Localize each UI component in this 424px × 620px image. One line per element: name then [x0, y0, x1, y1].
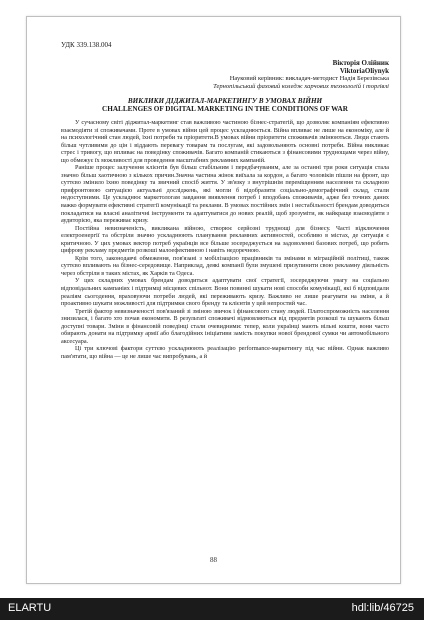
footer-bar [0, 598, 424, 620]
body-paragraph: Третій фактор невизначеності пов'язаний зі зміною звичок і фінансового стану людей. Платоспроможність населення знизилася, і багато хто почав економити. В результаті споживачі відмовляються від предметів розкоші та шукають більш доступні товари. Зміни в фінансовій поведінці стали очевидними: тепер, коли українці мають вільні кошти, вони часто обирають донати на підтримку армії або благодійних ініціативи замість покупки нової брендової сумки чи автомобільного аксесуара. [61, 307, 389, 345]
article-title-ua: ВИКЛИКИ ДІДЖИТАЛ-МАРКЕТИНГУ В УМОВАХ ВІЙНИ [127, 97, 323, 105]
author-name-ua: Вікторія Олійник [332, 59, 389, 67]
document-page [26, 16, 401, 584]
supervisor-line: Науковий керівник: викладач-методист Надія Березівська [229, 75, 389, 82]
author-name-en: ViktoriaOliynyk [339, 67, 389, 75]
article-title-en: CHALLENGES OF DIGITAL MARKETING IN THE CONDITIONS OF WAR [102, 105, 348, 113]
body-paragraph: У цих складних умовах брендам доводиться адаптувати свої стратегії, зосереджуючи увагу на соціально відповідальних кампаніях і підтримці місцевих спільнот. Вони повинні шукати нові способи комунікації, які б відповідали реаліям сьогодення, враховуючи потреби людей, які переживають кризу. Важливо не лише реагувати на зміни, а й проактивно шукати можливості для підтримки свого бренду та клієнтів у цей непростий час. [61, 277, 389, 308]
body-paragraph: Постійна невизначеність, викликана війною, створює серйозні труднощі для бізнесу. Часті відключення електроенергії та обстріли значно ускладнюють планування рекламних активностей, особливо в містах, де ситуація є критичною. У цих умовах вектор потреб українців все більше зосереджується на задоволенні базових потреб, що робить цифрову рекламу предметів розкоші малоефективною і навіть недоречною. [61, 224, 389, 255]
body-paragraph: Раніше процес залучення клієнтів був більш стабільним і передбачуваним, але за останні три роки ситуація стала значно більш хаотичною з кількох причин.Значна частина жінок виїхала за кордон, а багато чоловіків пішли на фронт, що суттєво змінило їхню поведінку та звичний спосіб життя. У зв'язку з внутрішнім переміщенням населення та складною прифронтовою ситуацією актуальні досліджень, які могли б відобразити соціально-демографічний склад, стали недоступними. Це ускладнює маркетологам завдання виявлення потреб і вподобань споживачів, адже без точних даних важко формувати ефективні стратегії комунікації та реклами. В умовах постійних змін і нестабільності брендам доводиться покладатися на власні аналітичні інструменти та адаптуватися до нових реалій, щоб зрозуміти, як найкраще взаємодіяти з аудиторією, яка переживає кризу. [61, 164, 389, 225]
body-paragraph: У сучасному світі діджитал-маркетинг став важливою частиною бізнес-стратегій, що дозволяє компаніям ефективно взаємодіяти зі споживачами. Проте в умовах війни цей процес ускладнюється. Війна впливає не лише на економіку, але й на психологічний стан людей, їхні потреби та пріоритети.В умовах війни пріоритети споживачів змінюються. Люди стають більш чутливими до цін і віддають перевагу товарам та послугам, які задовольняють основні потреби. Війна викликає стрес і тривогу, що впливає на поведінку споживачів. Багато компаній стикаються з фінансовими труднощами через війну, що обмежує їх можливості для проведення масштабних рекламних кампаній. [61, 119, 389, 164]
article-content [61, 35, 389, 361]
footer-handle-link[interactable]: hdl:lib/46725 [351, 602, 414, 614]
body-paragraph: Ці три ключові фактори суттєво ускладнюють реалізацію performance-маркетингу під час війни. Однак важливо пам'ятати, що війна — це не лише час випробувань, а й [61, 345, 389, 360]
college-line: Тернопільський фаховий коледж харчових технологій і торгівлі [213, 83, 389, 90]
body-paragraph: Крім того, законодавчі обмеження, пов'язані з мобілізацією працівників та змінами в міграційній політиці, також суттєво впливають на бізнес-середовище. Наприклад, деякі компанії були змушені призупинити свою рекламну діяльність через обстріли в таких містах, як Харків та Одеса. [61, 254, 389, 277]
article-body [61, 119, 389, 361]
udk-code: УДК 339.138.004 [61, 41, 112, 49]
footer-repository-label: ELARTU [8, 602, 52, 614]
page-number: 88 [210, 556, 217, 564]
